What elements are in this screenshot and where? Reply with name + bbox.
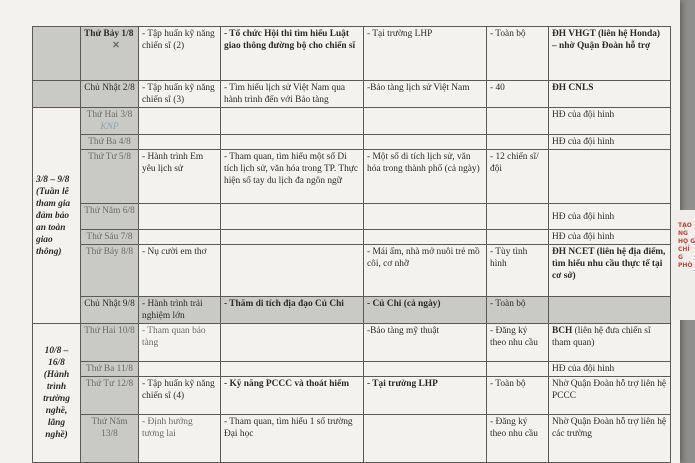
red-stamp: TẠO NG HỌ G CHỈ G PHÒ [678, 222, 695, 269]
table-row [33, 230, 671, 245]
responsible-cell: HĐ của đội hình [549, 135, 671, 150]
day-cell: Thứ Năm 6/8 [81, 204, 139, 230]
table-row [33, 377, 671, 415]
activity-cell: - Định hướng tương lai [139, 415, 221, 463]
week-cell [33, 81, 81, 108]
activity-cell: - Tham quan bảo tàng [139, 324, 221, 362]
responsible-cell: Nhờ Quận Đoàn hỗ trợ liên hệ các trường [549, 415, 671, 463]
table-row [33, 81, 671, 108]
week-cell: 10/8 – 16/8 (Hành trình trường nghề, lãng nghề) [33, 324, 81, 463]
responsible-cell: HĐ của đội hình [549, 204, 671, 230]
pencil-note: KNP [100, 122, 119, 132]
table-row [33, 297, 671, 324]
participants-cell: - Tùy tình hình [487, 245, 549, 297]
participants-cell: - Toàn bộ [487, 377, 549, 415]
responsible-cell: HĐ của đội hình [549, 108, 671, 135]
responsible-cell: Nhờ Quận Đoàn hỗ trợ liên hệ PCCC [549, 377, 671, 415]
location-cell: - Một số di tích lịch sử, văn hóa trong thành phố (cả ngày) [364, 150, 487, 204]
day-cell: Chủ Nhật 9/8 [81, 297, 139, 324]
location-cell: - Củ Chi (cả ngày) [364, 297, 487, 324]
content-cell: - Tham quan, tìm hiểu một số Di tích lịch sử, văn hóa trong TP. Thực hiện số tay du lịch đa ngôn ngữ [221, 150, 364, 204]
location-cell: - Mái ấm, nhà mở nuôi trẻ mồ côi, cơ nhỡ [364, 245, 487, 297]
table-row [33, 135, 671, 150]
table-row [33, 245, 671, 297]
day-cell: Thứ Sáu 7/8 [81, 230, 139, 245]
week-cell: 3/8 – 9/8 (Tuần lễ tham gia đảm bảo an toàn giao thông) [33, 108, 81, 324]
table-row [33, 324, 671, 362]
activity-cell: - Tập huấn kỹ năng chiến sĩ (4) [139, 377, 221, 415]
participants-cell: - Đăng ký theo nhu cầu [487, 415, 549, 463]
participants-cell: - Đăng ký theo nhu cầu [487, 324, 549, 362]
table-row [33, 150, 671, 204]
responsible-cell: ĐH CNLS [549, 81, 671, 108]
day-cell: Thứ Ba 4/8 [81, 135, 139, 150]
participants-cell: - 40 [487, 81, 549, 108]
day-cell: Thứ Ba 11/8 [81, 362, 139, 377]
table-row [33, 27, 671, 81]
table-row [33, 204, 671, 230]
day-cell: Thứ Tư 12/8 [81, 377, 139, 415]
content-cell: - Thăm di tích địa đạo Củ Chi [221, 297, 364, 324]
responsible-cell: BCH (liên hệ đưa chiến sĩ tham quan) [549, 324, 671, 362]
activity-cell: - Hành trình trải nghiệm lớn [139, 297, 221, 324]
activity-cell: - Nụ cười em thơ [139, 245, 221, 297]
day-cell: Thứ Năm 13/8 [81, 415, 139, 463]
participants-cell: - 12 chiến sĩ/đội [487, 150, 549, 204]
activity-cell: - Hành trình Em yêu lịch sử [139, 150, 221, 204]
table-row [33, 362, 671, 377]
participants-cell: - Toàn bộ [487, 297, 549, 324]
content-cell: - Kỹ năng PCCC và thoát hiểm [221, 377, 364, 415]
table-row [33, 108, 671, 135]
day-cell: Chủ Nhật 2/8 [81, 81, 139, 108]
responsible-cell: ĐH VHGT (liên hệ Honda) – nhờ Quận Đoàn hỗ trợ [549, 27, 671, 81]
content-cell: - Tổ chức Hội thi tìm hiểu Luật giao thông đường bộ cho chiến sĩ [221, 27, 364, 81]
responsible-cell: ĐH NCET (liên hệ địa điểm, tìm hiểu nhu cầu thực tế tại cơ sở) [549, 245, 671, 297]
table-row [33, 415, 671, 463]
location-cell: -Bảo tàng lịch sử Việt Nam [364, 81, 487, 108]
responsible-cell: HĐ của đội hình [549, 230, 671, 245]
schedule-table [32, 26, 671, 463]
day-cell: Thứ Hai 3/8 KNP [81, 108, 139, 135]
activity-cell: - Tập huấn kỹ năng chiến sĩ (2) [139, 27, 221, 81]
content-cell: - Tìm hiểu lịch sử Việt Nam qua hành trình đến với Bảo tàng [221, 81, 364, 108]
location-cell: - Tại trường LHP [364, 27, 487, 81]
day-cell: Thứ Hai 10/8 [81, 324, 139, 362]
content-cell: - Tham quan, tìm hiểu 1 số trường Đại học [221, 415, 364, 463]
day-cell: Thứ Bảy 1/8 ✕ [81, 27, 139, 81]
responsible-cell: HĐ của đội hình [549, 362, 671, 377]
day-cell: Thứ Tư 5/8 [81, 150, 139, 204]
week-cell [33, 27, 81, 81]
location-cell: - Tại trường LHP [364, 377, 487, 415]
participants-cell: - Toàn bộ [487, 27, 549, 81]
day-cell: Thứ Bảy 8/8 [81, 245, 139, 297]
activity-cell: - Tập huấn kỹ năng chiến sĩ (3) [139, 81, 221, 108]
location-cell: -Bảo tàng mỹ thuật [364, 324, 487, 362]
